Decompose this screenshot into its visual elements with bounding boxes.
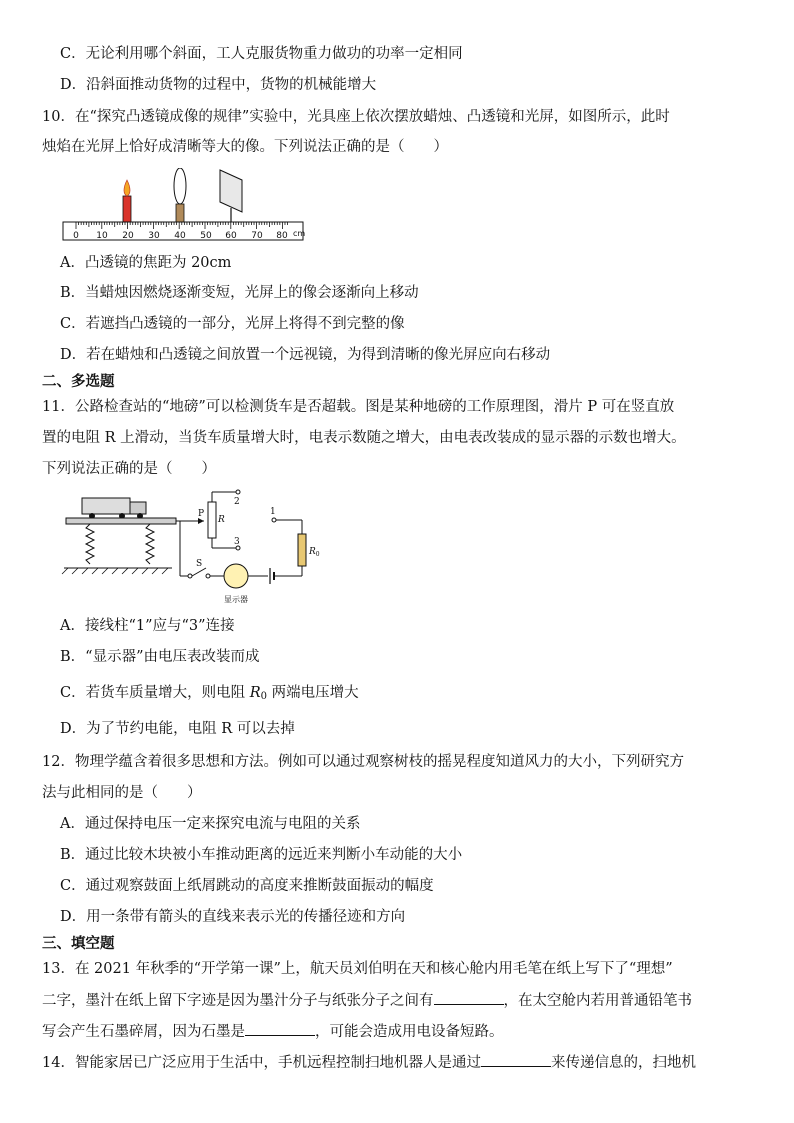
label-p: P (198, 509, 205, 519)
switch-s (192, 568, 206, 576)
q11-option-c: C．若货车质量增大，则电阻 $R_0$ 两端电压增大 (60, 685, 359, 702)
tick-label: 0 (73, 231, 79, 241)
q11-option-a: A．接线柱“1”应与“3”连接 (60, 618, 235, 634)
q13-stem-line3: 写会产生石墨碎屑，因为石墨是 ，可能会造成用电设备短路。 (42, 1021, 504, 1042)
weigh-platform (66, 518, 176, 524)
tick-label: 30 (148, 231, 160, 241)
candle-flame (124, 180, 130, 196)
q11-stem-line3: 下列说法正确的是（ ） (42, 461, 216, 477)
label-2: 2 (234, 497, 240, 507)
q11-stem-line2: 置的电阻 R 上滑动，当货车质量增大时，电表示数随之增大，由电表改装成的显示器的示数也增大。 (42, 430, 686, 446)
truck-cargo (82, 498, 130, 514)
candle (123, 196, 131, 222)
tick-label: 20 (122, 231, 134, 241)
unit-label: cm (293, 229, 306, 238)
tick-label: 10 (96, 231, 108, 241)
label-1: 1 (270, 507, 276, 517)
light-screen (220, 170, 242, 212)
convex-lens (174, 168, 186, 204)
q11-stem-line1: 11．公路检查站的“地磅”可以检测货车是否超载。图是某种地磅的工作原理图，滑片 P 可在竖直放 (42, 399, 675, 415)
q12-stem-line2: 法与此相同的是（ ） (42, 785, 202, 801)
q12-option-c: C．通过观察鼓面上纸屑跳动的高度来推断鼓面振动的幅度 (60, 878, 434, 894)
q10-stem-line1: 10．在“探究凸透镜成像的规律”实验中，光具座上依次摆放蜡烛、凸透镜和光屏，如图所示，此时 (42, 109, 670, 125)
label-s: S (196, 559, 203, 569)
tick-label: 70 (251, 231, 263, 241)
q14-stem-line1: 14．智能家居已广泛应用于生活中，手机远程控制扫地机器人是通过 来传递信息的，扫地机 (42, 1052, 696, 1073)
q11-option-b: B．“显示器”由电压表改装而成 (60, 649, 260, 665)
q12-option-b: B．通过比较木块被小车推动距离的远近来判断小车动能的大小 (60, 847, 463, 863)
tick-label: 50 (200, 231, 212, 241)
q9-option-d: D．沿斜面推动货物的过程中，货物的机械能增大 (60, 77, 377, 93)
section-fill-blank: 三、填空题 (42, 936, 115, 952)
q10-stem-line2: 烛焰在光屏上恰好成清晰等大的像。下列说法正确的是（ ） (42, 139, 448, 155)
answer-blank[interactable] (481, 1052, 551, 1067)
display-label: 显示器 (224, 595, 248, 604)
label-3: 3 (234, 537, 240, 547)
q9-option-c: C．无论利用哪个斜面，工人克服货物重力做功的功率一定相同 (60, 46, 463, 62)
answer-blank[interactable] (245, 1021, 315, 1036)
q12-option-d: D．用一条带有箭头的直线来表示光的传播径迹和方向 (60, 909, 406, 925)
resistor-r (208, 502, 216, 538)
q12-option-a: A．通过保持电压一定来探究电流与电阻的关系 (60, 816, 361, 832)
q13-stem-line1: 13．在 2021 年秋季的“开学第一课”上，航天员刘伯明在天和核心舱内用毛笔在纸上写下了“理想” (42, 961, 673, 977)
q11-option-d: D．为了节约电能，电阻 R 可以去掉 (60, 721, 295, 737)
spring-right (146, 524, 154, 564)
tick-label: 40 (174, 231, 186, 241)
optical-bench-figure (60, 168, 310, 244)
resistor-r0 (298, 534, 306, 566)
q10-option-a: A．凸透镜的焦距为 20cm (60, 255, 232, 271)
q10-option-d: D．若在蜡烛和凸透镜之间放置一个远视镜，为得到清晰的像光屏应向右移动 (60, 347, 551, 363)
q10-option-b: B．当蜡烛因燃烧逐渐变短，光屏上的像会逐渐向上移动 (60, 285, 419, 301)
display-meter (224, 564, 248, 588)
tick-label: 80 (276, 231, 288, 241)
tick-label: 60 (225, 231, 237, 241)
q12-stem-line1: 12．物理学蕴含着很多思想和方法。例如可以通过观察树枝的摇晃程度知道风力的大小，下列研究方 (42, 754, 684, 770)
label-r0: $R_0$ (309, 547, 320, 558)
q10-option-c: C．若遮挡凸透镜的一部分，光屏上将得不到完整的像 (60, 316, 405, 332)
q13-stem-line2: 二字，墨汁在纸上留下字迹是因为墨汁分子与纸张分子之间有 ，在太空舱内若用普通铅笔书 (42, 990, 692, 1011)
weighbridge-circuit-figure (60, 484, 340, 606)
label-r: R (218, 515, 225, 525)
section-multi-choice: 二、多选题 (42, 374, 115, 390)
truck-cab (130, 502, 146, 514)
answer-blank[interactable] (434, 990, 504, 1005)
spring-left (86, 524, 94, 564)
lens-holder (176, 204, 184, 222)
